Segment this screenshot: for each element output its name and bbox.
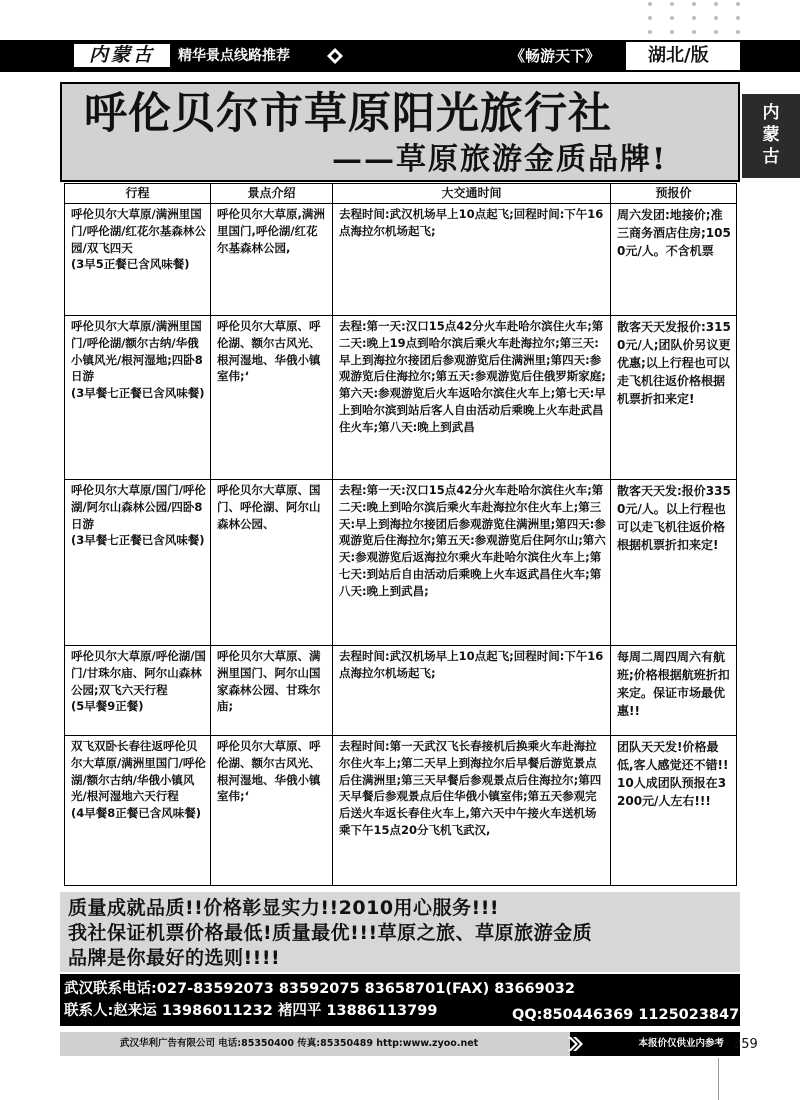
attractions-cell: 呼伦贝尔大草原、呼伦湖、额尔古风光、根河湿地、华俄小镇室伟;‘ xyxy=(211,736,333,886)
slogan-line: 品牌是你最好的选则!!!! xyxy=(68,947,281,969)
dot xyxy=(714,16,718,20)
dot xyxy=(736,30,740,34)
footer-bar xyxy=(60,1032,740,1056)
contact-bar xyxy=(60,974,740,1026)
route-cell xyxy=(65,646,211,736)
route-text: 呼伦贝尔大草原/满洲里国门/呼伦湖/红花尔基森林公园/双飞四天 xyxy=(71,207,206,255)
dot xyxy=(670,30,674,34)
dot xyxy=(692,16,696,20)
route-cell xyxy=(65,204,211,316)
route-text: 呼伦贝尔大草原/呼伦湖/国门/甘珠尔庙、阿尔山森林公园;双飞六天行程 xyxy=(71,649,206,697)
contact-persons: 联系人:赵来运 13986011232 褚四平 13886113799 xyxy=(64,1003,438,1019)
diamond-icon xyxy=(326,47,344,65)
meals-text: (3早餐七正餐已含风味餐) xyxy=(71,533,205,548)
price-cell: 散客天天发报价:3150元/人;团队价另议更优惠;以上行程也可以走飞机往返价格根据机票折扣来定! xyxy=(611,316,737,480)
transport-cell: 去程时间:第一天武汉飞长春接机后换乘火车赴海拉尔住火车上;第二天早上到海拉尔后早餐后游览景点后住满洲里;第三天早餐后参观景点后住海拉尔;第四天早餐后参观景点后住华俄小镇室伟;第五天参观完后送火车返长春住火车上,第六天中午接火车送机场乘下午15点20分飞机飞武汉, xyxy=(333,736,611,886)
price-cell: 散客天天发:报价3350元/人。以上行程也可以走飞机往返价格根据机票折扣来定! xyxy=(611,480,737,646)
route-text: 呼伦贝尔大草原/满洲里国门/呼伦湖/额尔古纳/华俄小镇风光/根河湿地;四卧8日游 xyxy=(71,319,203,384)
table-header-row xyxy=(65,184,737,204)
dot xyxy=(648,2,652,6)
headline-box xyxy=(60,82,740,182)
dot xyxy=(714,2,718,6)
header-attractions: 景点介绍 xyxy=(211,184,333,204)
table-row xyxy=(65,736,737,886)
dot xyxy=(692,2,696,6)
price-cell: 团队天天发!价格最低,客人感觉还不错!!10人成团队预报在3200元/人左右!!! xyxy=(611,736,737,886)
route-cell xyxy=(65,480,211,646)
dot xyxy=(714,30,718,34)
section-title: 精华景点线路推荐 xyxy=(178,48,290,64)
dot xyxy=(648,30,652,34)
headline: 呼伦贝尔市草原阳光旅行社 xyxy=(84,89,612,139)
transport-cell: 去程:第一天:汉口15点42分火车赴哈尔滨住火车;第二天:晚上19点到哈尔滨后乘火车赴海拉尔;第三天:早上到海拉尔接团后参观游览后住满洲里;第四天:参观游览后住海拉尔;第五天:参观游览后住俄罗斯家庭;第六天:参观游览后火车返哈尔滨住火车上;第七天:早上到哈尔滨到站后客人自由活动后乘晚上火车赴武昌住火车;第八天:晚上到武昌 xyxy=(333,316,611,480)
table-row xyxy=(65,480,737,646)
transport-cell: 去程:第一天:汉口15点42分火车赴哈尔滨住火车;第二天:晚上到哈尔滨后乘火车赴海拉尔住火车上;第三天:早上到海拉尔接团后参观游览住满洲里;第四天:参观游览后住海拉尔;第五天:参观游览后住阿尔山;第六天:参观游览后返海拉尔乘火车赴哈尔滨住火车上;第七天:到站后自由活动后乘晚上火车返武昌住火车;第八天:晚上到武昌; xyxy=(333,480,611,646)
dot xyxy=(736,2,740,6)
slogan-line: 我社保证机票价格最低!质量最优!!!草原之旅、草原旅游金质 xyxy=(68,922,593,944)
attractions-cell: 呼伦贝尔大草原、满洲里国门、阿尔山国家森林公园、甘珠尔庙; xyxy=(211,646,333,736)
meals-text: (3早餐七正餐已含风味餐) xyxy=(71,386,205,401)
route-cell xyxy=(65,736,211,886)
dot xyxy=(670,16,674,20)
footer-publisher-info: 武汉华利广告有限公司 电话:85350400 传真:85350489 http:www.zyoo.net xyxy=(120,1038,479,1049)
contact-phones: 武汉联系电话:027-83592073 83592075 83658701(FAX) 83669032 xyxy=(64,981,575,997)
route-text: 呼伦贝尔大草原/国门/呼伦湖/阿尔山森林公园/四卧8日游 xyxy=(71,483,206,531)
meals-text: (4早餐8正餐已含风味餐) xyxy=(71,806,202,821)
table-row xyxy=(65,204,737,316)
attractions-cell: 呼伦贝尔大草原,满洲里国门,呼伦湖/红花尔基森林公园, xyxy=(211,204,333,316)
price-cell: 每周二周四周六有航班;价格根据航班折扣来定。保证市场最优惠!! xyxy=(611,646,737,736)
meals-text: (3早5正餐已含风味餐) xyxy=(71,257,190,272)
transport-cell: 去程时间:武汉机场早上10点起飞;回程时间:下午16点海拉尔机场起飞; xyxy=(333,204,611,316)
price-cell: 周六发团:地接价;准三商务酒店住房;1050元/人。不含机票 xyxy=(611,204,737,316)
magazine-name: 《畅游天下》 xyxy=(510,47,601,65)
header-route: 行程 xyxy=(65,184,211,204)
header-transport: 大交通时间 xyxy=(333,184,611,204)
side-tab-char: 蒙 xyxy=(762,125,780,145)
tour-table xyxy=(64,183,737,886)
side-tab-char: 古 xyxy=(762,147,780,167)
table-row xyxy=(65,316,737,480)
contact-qq: QQ:850446369 1125023847 xyxy=(512,1007,740,1023)
footer-note: 本报价仅供业内参考 xyxy=(570,1032,740,1056)
dot xyxy=(692,30,696,34)
dot xyxy=(648,16,652,20)
page-number: 359 xyxy=(733,1037,758,1052)
attractions-cell: 呼伦贝尔大草原、国门、呼伦湖、阿尔山森林公园、 xyxy=(211,480,333,646)
meals-text: (5早餐9正餐) xyxy=(71,699,144,714)
province-logo: 内蒙古 xyxy=(72,42,172,69)
double-chevron-icon xyxy=(566,1035,584,1053)
attractions-cell: 呼伦贝尔大草原、呼伦湖、额尔古风光、根河湿地、华俄小镇室伟;‘ xyxy=(211,316,333,480)
dot xyxy=(736,16,740,20)
table-row xyxy=(65,646,737,736)
transport-cell: 去程时间:武汉机场早上10点起飞;回程时间:下午16点海拉尔机场起飞; xyxy=(333,646,611,736)
header-price: 预报价 xyxy=(611,184,737,204)
page-divider-line xyxy=(718,1058,719,1100)
side-tab-char: 内 xyxy=(762,103,780,123)
slogan-line: 质量成就品质!!价格彰显实力!!2010用心服务!!! xyxy=(68,897,500,919)
edition-label: 湖北/版 xyxy=(624,40,740,72)
subheadline: ——草原旅游金质品牌! xyxy=(332,142,668,177)
slogan-box xyxy=(60,892,740,972)
route-cell xyxy=(65,316,211,480)
dot xyxy=(670,2,674,6)
route-text: 双飞双卧长春往返呼伦贝尔大草原/满洲里国门/呼伦湖/额尔古纳/华俄小镇风光/根河湿地六天行程 xyxy=(71,739,206,804)
side-tab-province xyxy=(742,94,800,178)
dot-grid-decoration xyxy=(648,2,744,40)
